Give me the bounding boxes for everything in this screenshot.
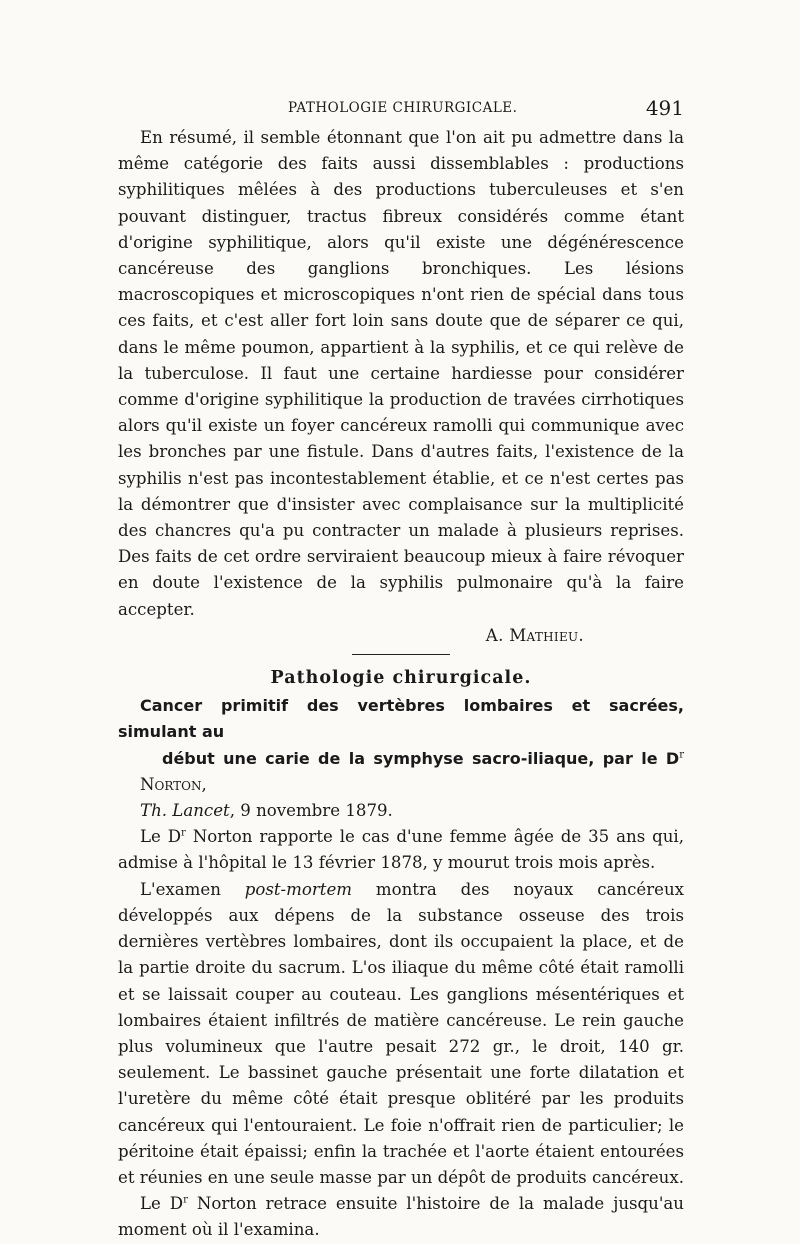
article-title-line2: début une carie de la symphyse sacro-iliaque, par le D bbox=[162, 748, 680, 768]
article-title-sup: r bbox=[679, 749, 684, 761]
paragraph-summary: En résumé, il semble étonnant que l'on ait pu admettre dans la même catégorie des faits aussi dissemblables : productions syphilitiques mêlées à des productions tuberculeuses et s'en pouvant distinguer, tractus fibreux considérés comme étant d'origine syphilitique, alors qu'il existe une dégénérescence cancéreuse des ganglions bronchiques. Les lésions macroscopiques et microscopiques n'ont rien de spécial dans tous ces faits, et c'est aller fort loin sans doute que de séparer ce qui, dans le même poumon, appartient à la syphilis, et ce qui relève de la tuberculose. Il faut une certaine hardiesse pour considérer comme d'origine syphilitique la production de travées cirrhotiques alors qu'il existe un foyer cancéreux ramolli qui communique avec les bronches par une fistule. Dans d'autres faits, l'existence de la syphilis n'est pas incontestablement établie, et ce n'est certes pas la démontrer que d'insister avec complaisance sur la multiplicité des chancres qu'a pu contracter un malade à plusieurs reprises. Des faits de cet ordre serviraient beaucoup mieux à faire révoquer en doute l'existence de la syphilis pulmonaire qu'à la faire accepter. bbox=[118, 128, 684, 619]
paragraph-history-sup: r bbox=[183, 1194, 188, 1206]
paragraph-postmortem-start: L'examen bbox=[140, 879, 245, 899]
page-body bbox=[118, 125, 684, 1244]
section-divider bbox=[352, 654, 450, 655]
article-title bbox=[118, 693, 684, 824]
article-journal: Th. Lancet bbox=[140, 801, 230, 821]
page-header bbox=[118, 96, 684, 122]
paragraph-postmortem-text: montra des noyaux cancéreux développés aux dépens de la substance osseuse des trois dernières vertèbres lombaires, dont ils occupaient la place, et de la partie droite du sacrum. L'os iliaque du même côté était ramolli et se laissait couper au couteau. Les ganglions mésentériques et lombaires étaient infiltrés de matière cancéreuse. Le rein gauche plus volumineux que l'autre pesait 272 gr., le droit, 140 gr. seulement. Le bassinet gauche présentait une forte dilatation et l'uretère du même côté était presque oblitéré par les produits cancéreux qui l'entouraient. Le foie n'offrait rien de particulier; le péritoine était épaissi; enfin la trachée et l'aorte étaient entourées et réunies en une seule masse par un dépôt de produits cancéreux. bbox=[118, 879, 685, 1187]
paragraph-history bbox=[118, 1191, 684, 1243]
paragraph-case-intro-sup: r bbox=[181, 827, 186, 839]
page-number: 491 bbox=[645, 96, 684, 120]
paragraph-case-intro-text: Norton rapporte le cas d'une femme âgée de 35 ans qui, admise à l'hôpital le 13 février 1878, y mourut trois mois après. bbox=[118, 827, 684, 873]
section-title: Pathologie chirurgicale. bbox=[270, 668, 532, 689]
article-title-continuation: début une carie de la symphyse sacro-iliaque, par le $D^r$ Norton, Th. Lancet, 9 novembre 1879. bbox=[140, 748, 684, 821]
author-signature: A. Mathieu. bbox=[485, 625, 584, 645]
article-date: , 9 novembre 1879. bbox=[229, 801, 393, 821]
article-author: Norton bbox=[140, 774, 202, 794]
running-title: PATHOLOGIE CHIRURGICALE. bbox=[288, 100, 518, 116]
paragraph-postmortem bbox=[118, 877, 684, 1191]
paragraph-case-intro-start: Le D bbox=[140, 827, 182, 847]
paragraph-postmortem-italic: post-mortem bbox=[244, 879, 353, 899]
article-title-line1: Cancer primitif des vertèbres lombaires et sacrées, simulant au bbox=[118, 696, 684, 742]
paragraph-history-start: Le D bbox=[140, 1194, 184, 1214]
paragraph-history-text: Norton retrace ensuite l'histoire de la malade jusqu'au moment où il l'examina. bbox=[118, 1194, 684, 1240]
paragraph-case-intro bbox=[118, 824, 684, 876]
